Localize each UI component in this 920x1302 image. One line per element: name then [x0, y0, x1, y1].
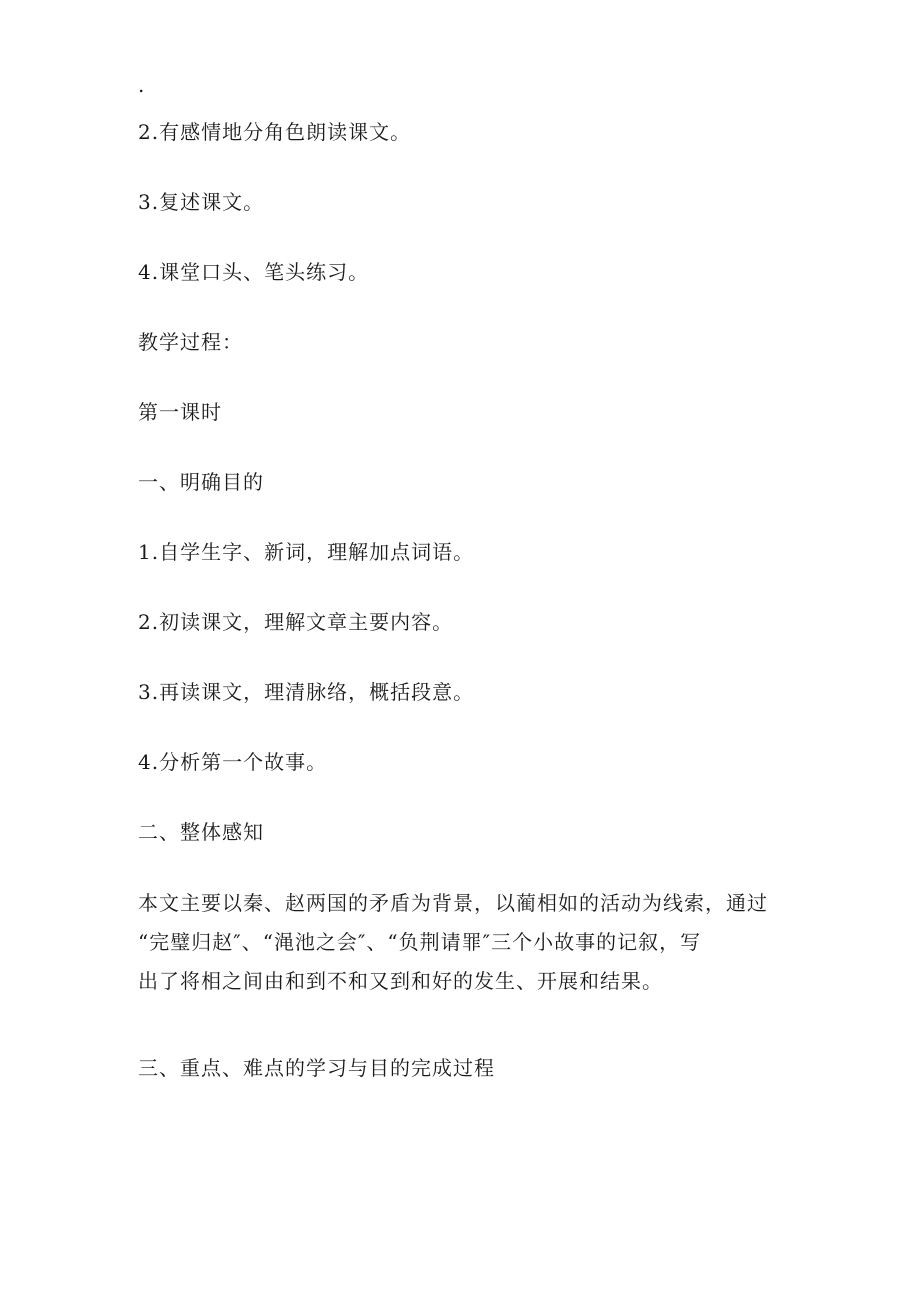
section-heading-process: 教学过程：: [138, 330, 243, 354]
paragraph-line: “完璧归赵″、“渑池之会″、“负荆请罪″三个小故事的记叙，写: [138, 930, 702, 954]
purpose-item-3: 3.再读课文，理清脉络，概括段意。: [138, 680, 475, 704]
paragraph-line: 出了将相之间由和到不和又到和好的发生、开展和结果。: [138, 969, 663, 993]
objective-item-2: 2.有感情地分角色朗读课文。: [138, 120, 412, 144]
lesson-heading-first: 第一课时: [138, 400, 222, 424]
purpose-item-2: 2.初读课文，理解文章主要内容。: [138, 610, 454, 634]
section-heading-key-points: 三、重点、难点的学习与目的完成过程: [138, 1056, 495, 1080]
objective-item-4: 4.课堂口头、笔头练习。: [138, 260, 370, 284]
section-heading-purpose: 一、明确目的: [138, 470, 264, 494]
purpose-item-4: 4.分析第一个故事。: [138, 750, 328, 774]
paragraph-line: 本文主要以秦、赵两国的矛盾为背景，以蔺相如的活动为线索，通过: [138, 891, 768, 915]
objective-item-3: 3.复述课文。: [138, 190, 265, 214]
page-top-mark: .: [138, 73, 145, 97]
purpose-item-1: 1.自学生字、新词，理解加点词语。: [138, 540, 475, 564]
overview-paragraph: [138, 884, 778, 1001]
section-heading-overview: 二、整体感知: [138, 820, 264, 844]
